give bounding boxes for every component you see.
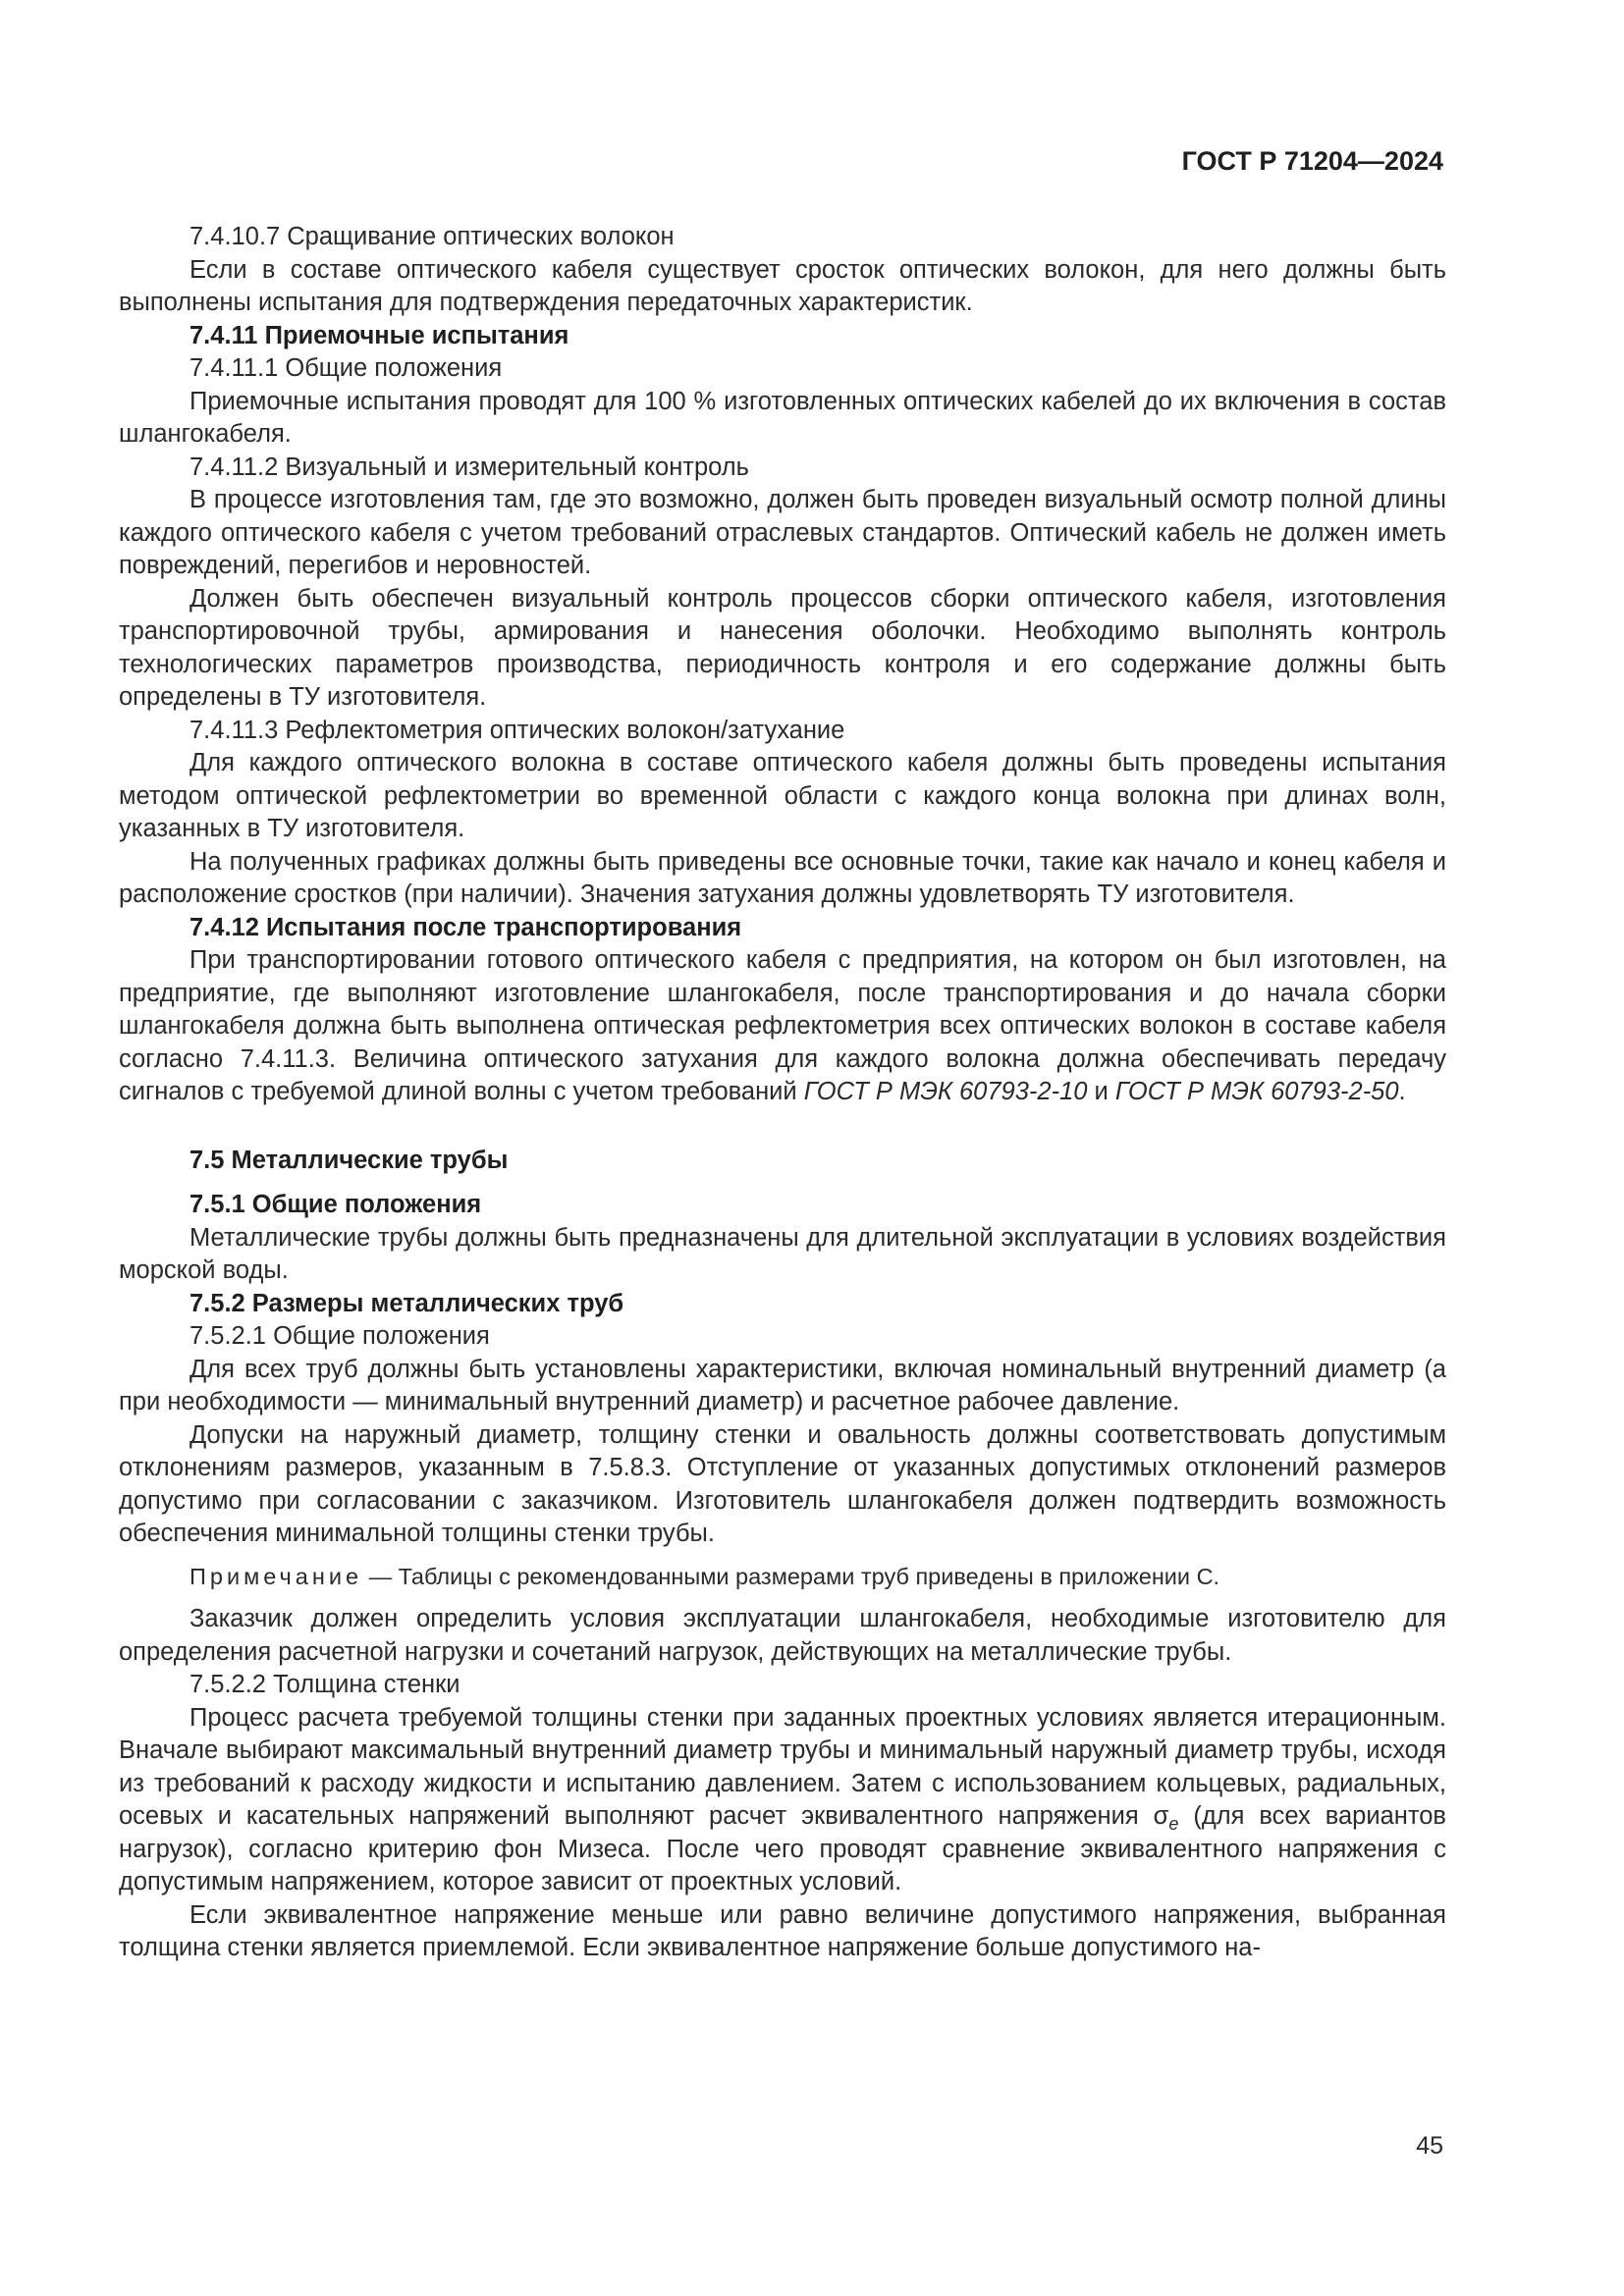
note-text: — Таблицы с рекомендованными размерами труб приведены в приложении С.: [368, 1563, 1220, 1589]
document-code: ГОСТ Р 71204—2024: [1181, 146, 1443, 176]
section-heading: 7.5.2 Размеры металлических труб: [189, 1289, 624, 1317]
section-heading: 7.4.11.3 Рефлектометрия оптических волокон/затухание: [189, 716, 845, 744]
section-heading: 7.4.11.2 Визуальный и измерительный контроль: [189, 453, 749, 481]
paragraph: Приемочные испытания проводят для 100 % изготовленных оптических кабелей до их включения в состав шлангокабеля.: [119, 387, 1446, 448]
section-heading: 7.5.1 Общие положения: [189, 1191, 482, 1218]
paragraph: На полученных графиках должны быть приведены все основные точки, такие как начало и конец кабеля и расположение сростков (при наличии). Значения затухания должны удовлетворять ТУ изготовителя.: [119, 847, 1446, 908]
note: [119, 1561, 1446, 1594]
section-heading: 7.5.2.1 Общие положения: [189, 1322, 490, 1350]
paragraph: Если в составе оптического кабеля существует сросток оптических волокон, для него должны быть выполнены испытания для подтверждения передаточных характеристик.: [119, 255, 1446, 316]
document-body: [119, 221, 1446, 1965]
note-label: Примечание: [189, 1563, 363, 1589]
paragraph: Заказчик должен определить условия эксплуатации шлангокабеля, необходимые изготовителю для определения расчетной нагрузки и сочетаний нагрузок, действующих на металлические трубы.: [119, 1605, 1446, 1666]
paragraph: Если эквивалентное напряжение меньше или равно величине допустимого напряжения, выбранная толщина стенки является приемлемой. Если эквивалентное напряжение больше допустимого на-: [119, 1900, 1446, 1961]
section-heading: 7.4.10.7 Сращивание оптических волокон: [189, 223, 675, 250]
paragraph: Для каждого оптического волокна в составе оптического кабеля должны быть проведены испытания методом оптической рефлектометрии во временной области с каждого конца волокна при длинах волн, указанных в ТУ изготовителя.: [119, 749, 1446, 842]
section-heading: 7.4.12 Испытания после транспортирования: [189, 913, 742, 941]
paragraph: Должен быть обеспечен визуальный контроль процессов сборки оптического кабеля, изготовления транспортировочной трубы, армирования и нанесения оболочки. Необходимо выполнять контроль технологических параметров производства, периодичность контроля и его содержание должны быть определены в ТУ изготовителя.: [119, 584, 1446, 711]
page-number: 45: [1416, 2132, 1443, 2160]
paragraph: В процессе изготовления там, где это возможно, должен быть проведен визуальный осмотр полной длины каждого оптического кабеля с учетом требований отраслевых стандартов. Оптический кабель не должен иметь повреждений, перегибов и неровностей.: [119, 486, 1446, 579]
sigma-subscript: e: [1168, 1814, 1179, 1834]
paragraph: Для всех труб должны быть установлены характеристики, включая номинальный внутренний диаметр (а при необходимости — минимальный внутренний диаметр) и расчетное рабочее давление.: [119, 1355, 1446, 1415]
section-heading: 7.5.2.2 Толщина стенки: [189, 1671, 460, 1698]
paragraph: [119, 1702, 1446, 1899]
paragraph-text: (для всех вариантов нагрузок), согласно критерию фон Мизеса. После чего проводят сравнение эквивалентного напряжения с допустимым напряжением, которое зависит от проектных условий.: [119, 1802, 1446, 1896]
paragraph-text: и: [1094, 1078, 1109, 1105]
section-heading: 7.4.11.1 Общие положения: [189, 354, 503, 382]
standard-reference: ГОСТ Р МЭК 60793-2-50: [1114, 1078, 1399, 1105]
paragraph-text: .: [1398, 1078, 1406, 1105]
paragraph: Допуски на наружный диаметр, толщину стенки и овальность должны соответствовать допустимым отклонениям размеров, указанным в 7.5.8.3. Отступление от указанных допустимых отклонений размеров допустимо при согласовании с заказчиком. Изготовитель шлангокабеля должен подтвердить возможность обеспечения минимальной толщины стенки трубы.: [119, 1420, 1446, 1547]
paragraph: Металлические трубы должны быть предназначены для длительной эксплуатации в условиях воздействия морской воды.: [119, 1223, 1446, 1284]
section-heading: 7.5 Металлические трубы: [189, 1146, 509, 1174]
sigma-symbol: σ: [1153, 1802, 1169, 1830]
standard-reference: ГОСТ Р МЭК 60793-2-10: [803, 1078, 1088, 1105]
section-heading: 7.4.11 Приемочные испытания: [189, 321, 569, 349]
paragraph-text: При транспортировании готового оптического кабеля с предприятия, на котором он был изготовлен, на предприятие, где выполняют изготовление шлангокабеля, после транспортирования и до начала сборки шлангокабеля должна быть выполнена оптическая рефлектометрия всех оптических волокон в составе кабеля согласно 7.4.11.3. Величина оптического затухания для каждого волокна должна обеспечивать передачу сигналов с требуемой длиной волны с учетом требований: [119, 946, 1446, 1105]
paragraph: [119, 944, 1446, 1109]
paragraph-text: Процесс расчета требуемой толщины стенки при заданных проектных условиях является итерационным. Вначале выбирают максимальный внутренний диаметр трубы и минимальный наружный диаметр трубы, исходя из требований к расходу жидкости и испытанию давлением. Затем с использованием кольцевых, радиальных, осевых и касательных напряжений выполняют расчет эквивалентного напряжения: [119, 1703, 1446, 1830]
